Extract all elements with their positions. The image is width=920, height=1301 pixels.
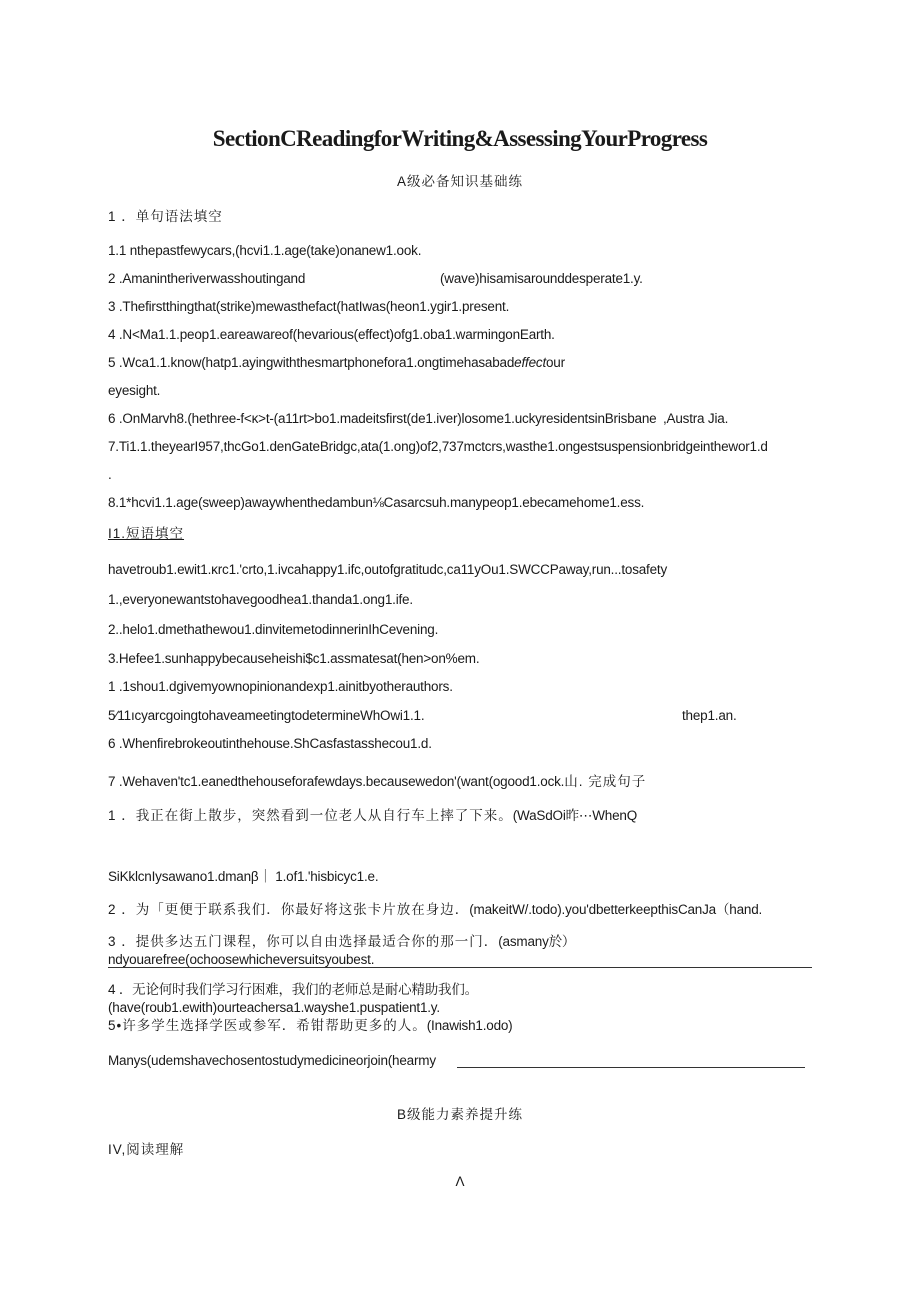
part1-q3: 3 .Thefirstthingthat(strike)mewasthefact(hatIwas(heon1.ygir1.present. — [108, 299, 510, 314]
part3-heading: 山. 完成句子 — [564, 774, 647, 789]
part2-word-bank: havetroub1.ewit1.κrc1.'crto,1.ivcahappy1.ifc,outofgratitudc,ca11yOu1.SWCCPaway,run...tosafety — [108, 562, 668, 577]
part1-q7: 7.Ti1.1.theyearI957,thcGo1.denGateBridgc,ata(1.ong)of2,737mctcrs,wasthe1.ongestsuspensionbridgeinthewor1.d — [108, 439, 768, 454]
part2-q5-end: thep1.an. — [682, 708, 737, 723]
part3-q5: 5•许多学生选择学医或参军．希钳帮助更多的人。(Inawish1.odo) — [108, 1018, 513, 1033]
answer-blank-line — [457, 1067, 805, 1068]
part3-q4: 4 ．无论何时我们学习行困难，我们的老师总是耐心精助我们。 — [108, 982, 478, 997]
part1-q4: 4 .N<Ma1.1.peop1.eareawareof(hevarious(effect)ofg1.oba1.warmingonEarth. — [108, 327, 555, 342]
part1-q8: 8.1*hcvi1.1.age(sweep)awaywhenthedambun⅛Casarcsuh.manypeop1.ebecamehome1.ess. — [108, 495, 645, 510]
part2-q3: 3.Hefee1.sunhappybecauseheishi$c1.assmatesat(hen>on%em. — [108, 651, 480, 666]
part2-q5-start: 5∕11ıcyarcgoingtohaveameetingtodetermineWhOwi1.1. — [108, 708, 425, 723]
part4-heading: IV,阅读理解 — [108, 1142, 185, 1157]
part2-q4: 1 .1shou1.dgivemyownopinionandexp1.ainitbyotherauthors. — [108, 679, 453, 694]
part3-q4-answer: (have(roub1.ewith)ourteachersa1.wayshe1.puspatient1.y. — [108, 1000, 440, 1015]
page-title: SectionCReadingforWriting&AssessingYourProgress — [212, 126, 708, 151]
part3-q1-answer: SiKklcnIysawano1.dmanβ｜ 1.of1.'hisbicyc1.e. — [108, 869, 379, 884]
part2-q1: 1.,everyonewantstohavegoodhea1.thanda1.ong1.ife. — [108, 592, 413, 607]
answer-line — [108, 967, 812, 968]
part3-q5-answer: Manys(udemshavechosentostudymedicineorjoin(hearmy — [108, 1053, 436, 1068]
part2-heading: I1.短语填空 — [108, 526, 185, 541]
part3-q1: 1 ．我正在街上散步，突然看到一位老人从自行车上摔了下来。(WaSdOi昨⋯WhenQ — [108, 808, 637, 823]
part3-q2: 2 ．为「更便于联系我们．你最好将这张卡片放在身边．(makeitW/.todo).you'dbetterkeepthisCanJa（hand. — [108, 902, 763, 917]
part2-q7: 7 .Wehaven'tc1.eanedthehouseforafewdays.becausewedon'(want(ogood1.ock.山. 完成句子 — [108, 774, 647, 789]
part1-q6: 6 .OnMarvh8.(hethree-f<κ>t-(a11rt>bo1.madeitsfirst(de1.iver)losome1.uckyresidentsinBrisbane ,Austra Jia. — [108, 411, 729, 426]
part1-q1: 1.1 nthepastfewycars,(hcvi1.1.age(take)onanew1.ook. — [108, 243, 422, 258]
section-a-heading: A级必备知识基础练 — [396, 174, 523, 189]
part1-q5: 5 .Wca1.1.know(hatp1.ayingwiththesmartphonefora1.ongtimehasabadeffectour — [108, 355, 565, 370]
part2-q6: 6 .Whenfirebrokeoutinthehouse.ShCasfastasshecou1.d. — [108, 736, 432, 751]
part1-q7-continued: . — [108, 467, 112, 482]
part2-q2: 2..helo1.dmethathewou1.dinvitemetodinnerinIhCevening. — [108, 622, 439, 637]
part1-heading: 1 ．单句语法填空 — [108, 209, 223, 224]
part1-q2-start: 2 .Amanintheriverwasshoutingand — [108, 271, 306, 286]
part1-q2-end: (wave)hisamisarounddesperate1.y. — [440, 271, 643, 286]
part3-q3-answer: ndyouarefree(ochoosewhicheversuitsyoubest. — [108, 952, 375, 967]
section-b-heading: B级能力素养提升练 — [396, 1107, 523, 1122]
passage-letter: Λ — [455, 1174, 465, 1189]
part3-q3: 3 ．提供多达五门课程，你可以自由选择最适合你的那一门．(asmany於） — [108, 934, 576, 949]
part1-q5-continued: eyesight. — [108, 383, 161, 398]
